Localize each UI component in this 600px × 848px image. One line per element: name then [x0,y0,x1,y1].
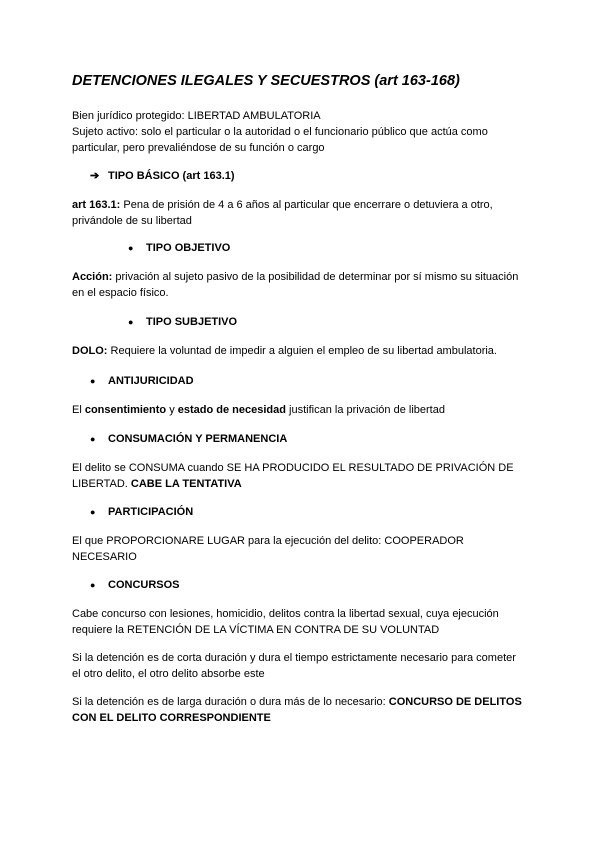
heading-tipo-basico: ➔ TIPO BÁSICO (art 163.1) [90,170,235,182]
heading-tipo-subjetivo: ● TIPO SUBJETIVO [128,316,238,328]
art-paragraph: art 163.1: Pena de prisión de 4 a 6 años al particular que encerrare o detuviera a otro, privándole de su libertad [72,199,493,227]
consumacion-paragraph: El delito se CONSUMA cuando SE HA PRODUCIDO EL RESULTADO DE PRIVACIÓN DE LIBERTAD. CABE LA TENTATIVA [72,462,514,490]
accion-paragraph: Acción: privación al sujeto pasivo de la posibilidad de determinar por sí mismo su situación en el espacio físico. [72,271,519,299]
antijuricidad-paragraph: El consentimiento y estado de necesidad justifican la privación de libertad [72,404,445,416]
bullet-icon: ● [90,507,96,517]
bullet-icon: ● [128,317,134,327]
intro-line: Bien jurídico protegido: LIBERTAD AMBULATORIA [72,110,321,122]
bullet-icon: ● [90,580,96,590]
intro-paragraph [72,108,532,156]
bullet-icon: ● [90,376,96,386]
heading-consumacion: ● CONSUMACIÓN Y PERMANENCIA [90,433,288,445]
concursos-paragraph-1: Cabe concurso con lesiones, homicidio, delitos contra la libertad sexual, cuya ejecución requiere la RETENCIÓN DE LA VÍCTIMA EN CONTRA DE SU VOLUNTAD [72,608,499,636]
art-label: art 163.1: [72,199,121,211]
page-title: DETENCIONES ILEGALES Y SECUESTROS (art 163-168) [72,73,460,89]
intro-line: particular, pero prevaliéndose de su función o cargo [72,142,325,154]
intro-line: Sujeto activo: solo el particular o la autoridad o el funcionario público que actúa como [72,126,488,138]
participacion-paragraph: El que PROPORCIONARE LUGAR para la ejecución del delito: COOPERADOR NECESARIO [72,535,464,563]
heading-tipo-objetivo: ● TIPO OBJETIVO [128,242,231,254]
concursos-paragraph-2: Si la detención es de corta duración y dura el tiempo estrictamente necesario para cometer el otro delito, el otro delito absorbe este [72,652,516,680]
arrow-icon: ➔ [90,170,100,182]
dolo-paragraph: DOLO: Requiere la voluntad de impedir a alguien el empleo de su libertad ambulatoria. [72,345,497,357]
heading-concursos: ● CONCURSOS [90,579,180,591]
heading-antijuricidad: ● ANTIJURICIDAD [90,375,194,387]
concursos-paragraph-3: Si la detención es de larga duración o dura más de lo necesario: CONCURSO DE DELITOS CON EL DELITO CORRESPONDIENTE [72,696,522,724]
bullet-icon: ● [90,434,96,444]
bullet-icon: ● [128,243,134,253]
heading-participacion: ● PARTICIPACIÓN [90,506,194,518]
